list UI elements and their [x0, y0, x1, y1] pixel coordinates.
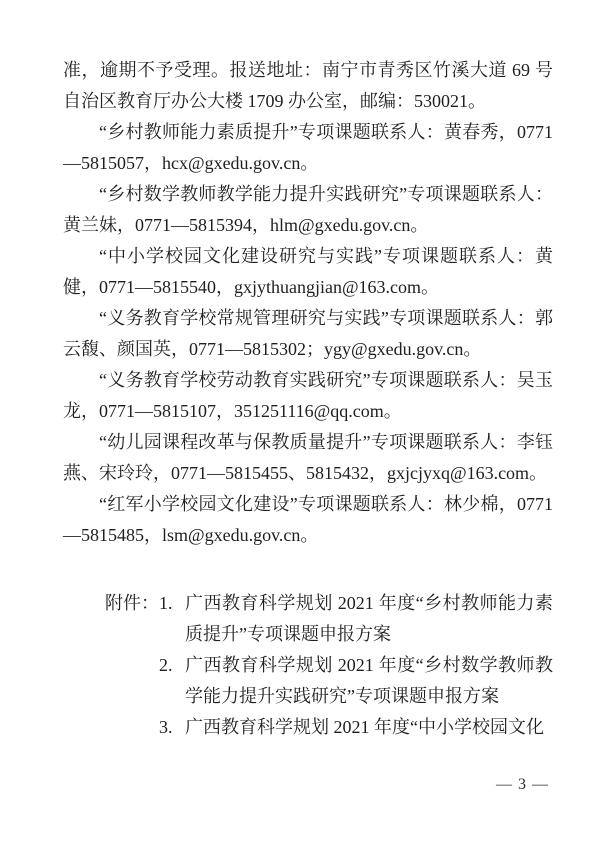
attachment-item-number: 2. — [159, 655, 173, 675]
para-contact-labor-education: “义务教育学校劳动教育实践研究”专项课题联系人：吴玉龙，0771—5815107，351251116@qq.com。 — [63, 370, 553, 421]
page-number: — 3 — — [496, 776, 549, 793]
para-contact-school-management: “义务教育学校常规管理研究与实践”专项课题联系人：郭云馥、颜国英，0771—5815302；ygy@gxedu.gov.cn。 — [63, 308, 553, 359]
attachment-item — [105, 650, 553, 712]
para-deadline-address: 准，逾期不予受理。报送地址：南宁市青秀区竹溪大道 69 号自治区教育厅办公大楼 1709 办公室，邮编：530021。 — [63, 60, 553, 111]
para-contact-rural-math: “乡村数学教师教学能力提升实践研究”专项课题联系人：黄兰妹，0771—5815394，hlm@gxedu.gov.cn。 — [63, 184, 553, 235]
para-contact-school-culture: “中小学校园文化建设研究与实践”专项课题联系人：黄健，0771—5815540，gxjythuangjian@163.com。 — [63, 246, 553, 297]
document-body — [63, 55, 553, 743]
para-contact-rural-teacher: “乡村教师能力素质提升”专项课题联系人：黄春秀，0771—5815057，hcx@gxedu.gov.cn。 — [63, 122, 553, 173]
attachment-item-number: 1. — [159, 593, 173, 613]
attachment-item-number: 3. — [159, 717, 173, 737]
para-contact-red-army-school: “红军小学校园文化建设”专项课题联系人：林少棉，0771—5815485，lsm@gxedu.gov.cn。 — [63, 494, 553, 545]
attachment-item-title: 广西教育科学规划 2021 年度“中小学校园文化 — [185, 717, 544, 737]
attachment-item-title: 广西教育科学规划 2021 年度“乡村教师能力素质提升”专项课题申报方案 — [185, 593, 553, 644]
attachment-item — [105, 588, 553, 650]
para-contact-kindergarten: “幼儿园课程改革与保教质量提升”专项课题联系人：李钰燕、宋玲玲，0771—5815455、5815432，gxjcjyxq@163.com。 — [63, 432, 553, 483]
attachment-item — [105, 712, 553, 743]
attachment-list — [63, 588, 553, 743]
attachment-label: 附件： — [105, 593, 159, 613]
attachment-item-title: 广西教育科学规划 2021 年度“乡村数学教师教学能力提升实践研究”专项课题申报方案 — [185, 655, 553, 706]
